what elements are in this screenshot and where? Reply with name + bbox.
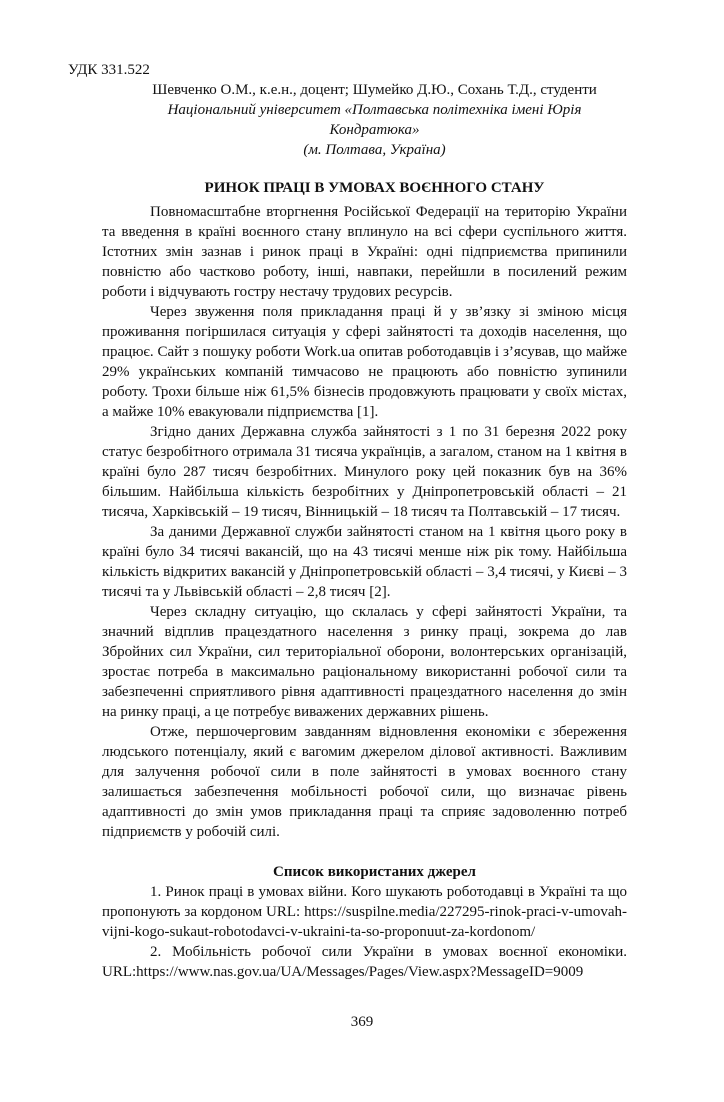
article-title: РИНОК ПРАЦІ В УМОВАХ ВОЄННОГО СТАНУ (204, 180, 545, 196)
paragraph: Через складну ситуацію, що склалась у сфері зайнятості України, та значний відплив працездатного населення з ринку праці, зокрема до лав Збройних сил України, сил територіальної оборони, волонтерських організацій, зростає потреба в максимально раціональному використанні робочої сили та забезпеченні сприятливого рівня адаптивності працездатного населення до змін на ринку праці, а це потребує виважених державних рішень. (102, 604, 627, 720)
paragraph: Отже, першочерговим завданням відновлення економіки є збереження людського потенціалу, який є вагомим джерелом ділової активності. Важливим для залучення робочої сили в поле зайнятості в умовах воєнного стану залишається забезпечення мобільності робочої сили, що визначає рівень адаптивності до змін умов прикладання праці та сприяє задоволенню потреб підприємств у робочій силі. (102, 724, 627, 840)
paragraph: За даними Державної служби зайнятості станом на 1 квітня цього року в країні було 34 тисячі вакансій, що на 43 тисячі менше ніж рік тому. Найбільша кількість відкритих вакансій у Дніпропетровській області – 3,4 тисячі, у Києві – 3 тисячі та у Львівській області – 2,8 тисяч [2]. (102, 524, 627, 600)
page-spacer (102, 982, 627, 1012)
article-body (102, 202, 627, 842)
paragraph: Згідно даних Державна служба зайнятості з 1 по 31 березня 2022 року статус безробітного отримала 31 тисяча українців, а загалом, станом на 1 квітня в країні було 287 тисяч безробітних. Минулого року цей показник був на 36% більшим. Найбільша кількість безробітних у Дніпропетровській області – 21 тисяча, Харківській – 19 тисяч, Вінницькій – 18 тисяч та Полтавській – 17 тисяч. (102, 424, 627, 520)
reference-item: 2. Мобільність робочої сили України в умовах воєнної економіки. URL:https://www.nas.gov.ua/UA/Messages/Pages/View.aspx?MessageID=9009 (102, 944, 627, 980)
city-line: (м. Полтава, Україна) (303, 142, 446, 158)
page-number: 369 (350, 1014, 374, 1030)
references-section (102, 862, 627, 982)
paragraph: Повномасштабне вторгнення Російської Федерації на територію України та введення в країні воєнного стану вплинуло на всі сфери суспільного життя. Істотних змін зазнав і ринок праці в Україні: одні підприємства припинили повністю або частково роботу, інші, навпаки, перейшли в посилений режим роботи і відчувають гостру нестачу трудових ресурсів. (102, 204, 627, 300)
udk-code: УДК 331.522 (68, 62, 150, 78)
references-heading: Список використаних джерел (273, 864, 476, 880)
paragraph: Через звуження поля прикладання праці й у зв’язку зі зміною місця проживання погіршилася ситуація у сфері зайнятості та доходів населення, що працює. Сайт з пошуку роботи Work.ua опитав роботодавців і з’ясував, що майже 29% українських компаній тимчасово не працюють або повністю зупинили роботу. Трохи більше ніж 61,5% бізнесів продовжують працювати у своїх містах, а майже 10% евакуювали підприємства [1]. (102, 304, 627, 420)
affiliation: Національний університет «Полтавська політехніка імені Юрія Кондратюка» (167, 102, 582, 138)
authors-line: Шевченко О.М., к.е.н., доцент; Шумейко Д.Ю., Сохань Т.Д., студенти (152, 82, 597, 98)
reference-item: 1. Ринок праці в умовах війни. Кого шукають роботодавці в Україні та що пропонують за кордоном URL: https://suspilne.media/227295-rinok-praci-v-umovah-vijni-kogo-sukaut-robotodavci-v-ukraini-ta-so-proponuut-za-kordonom/ (102, 884, 627, 940)
